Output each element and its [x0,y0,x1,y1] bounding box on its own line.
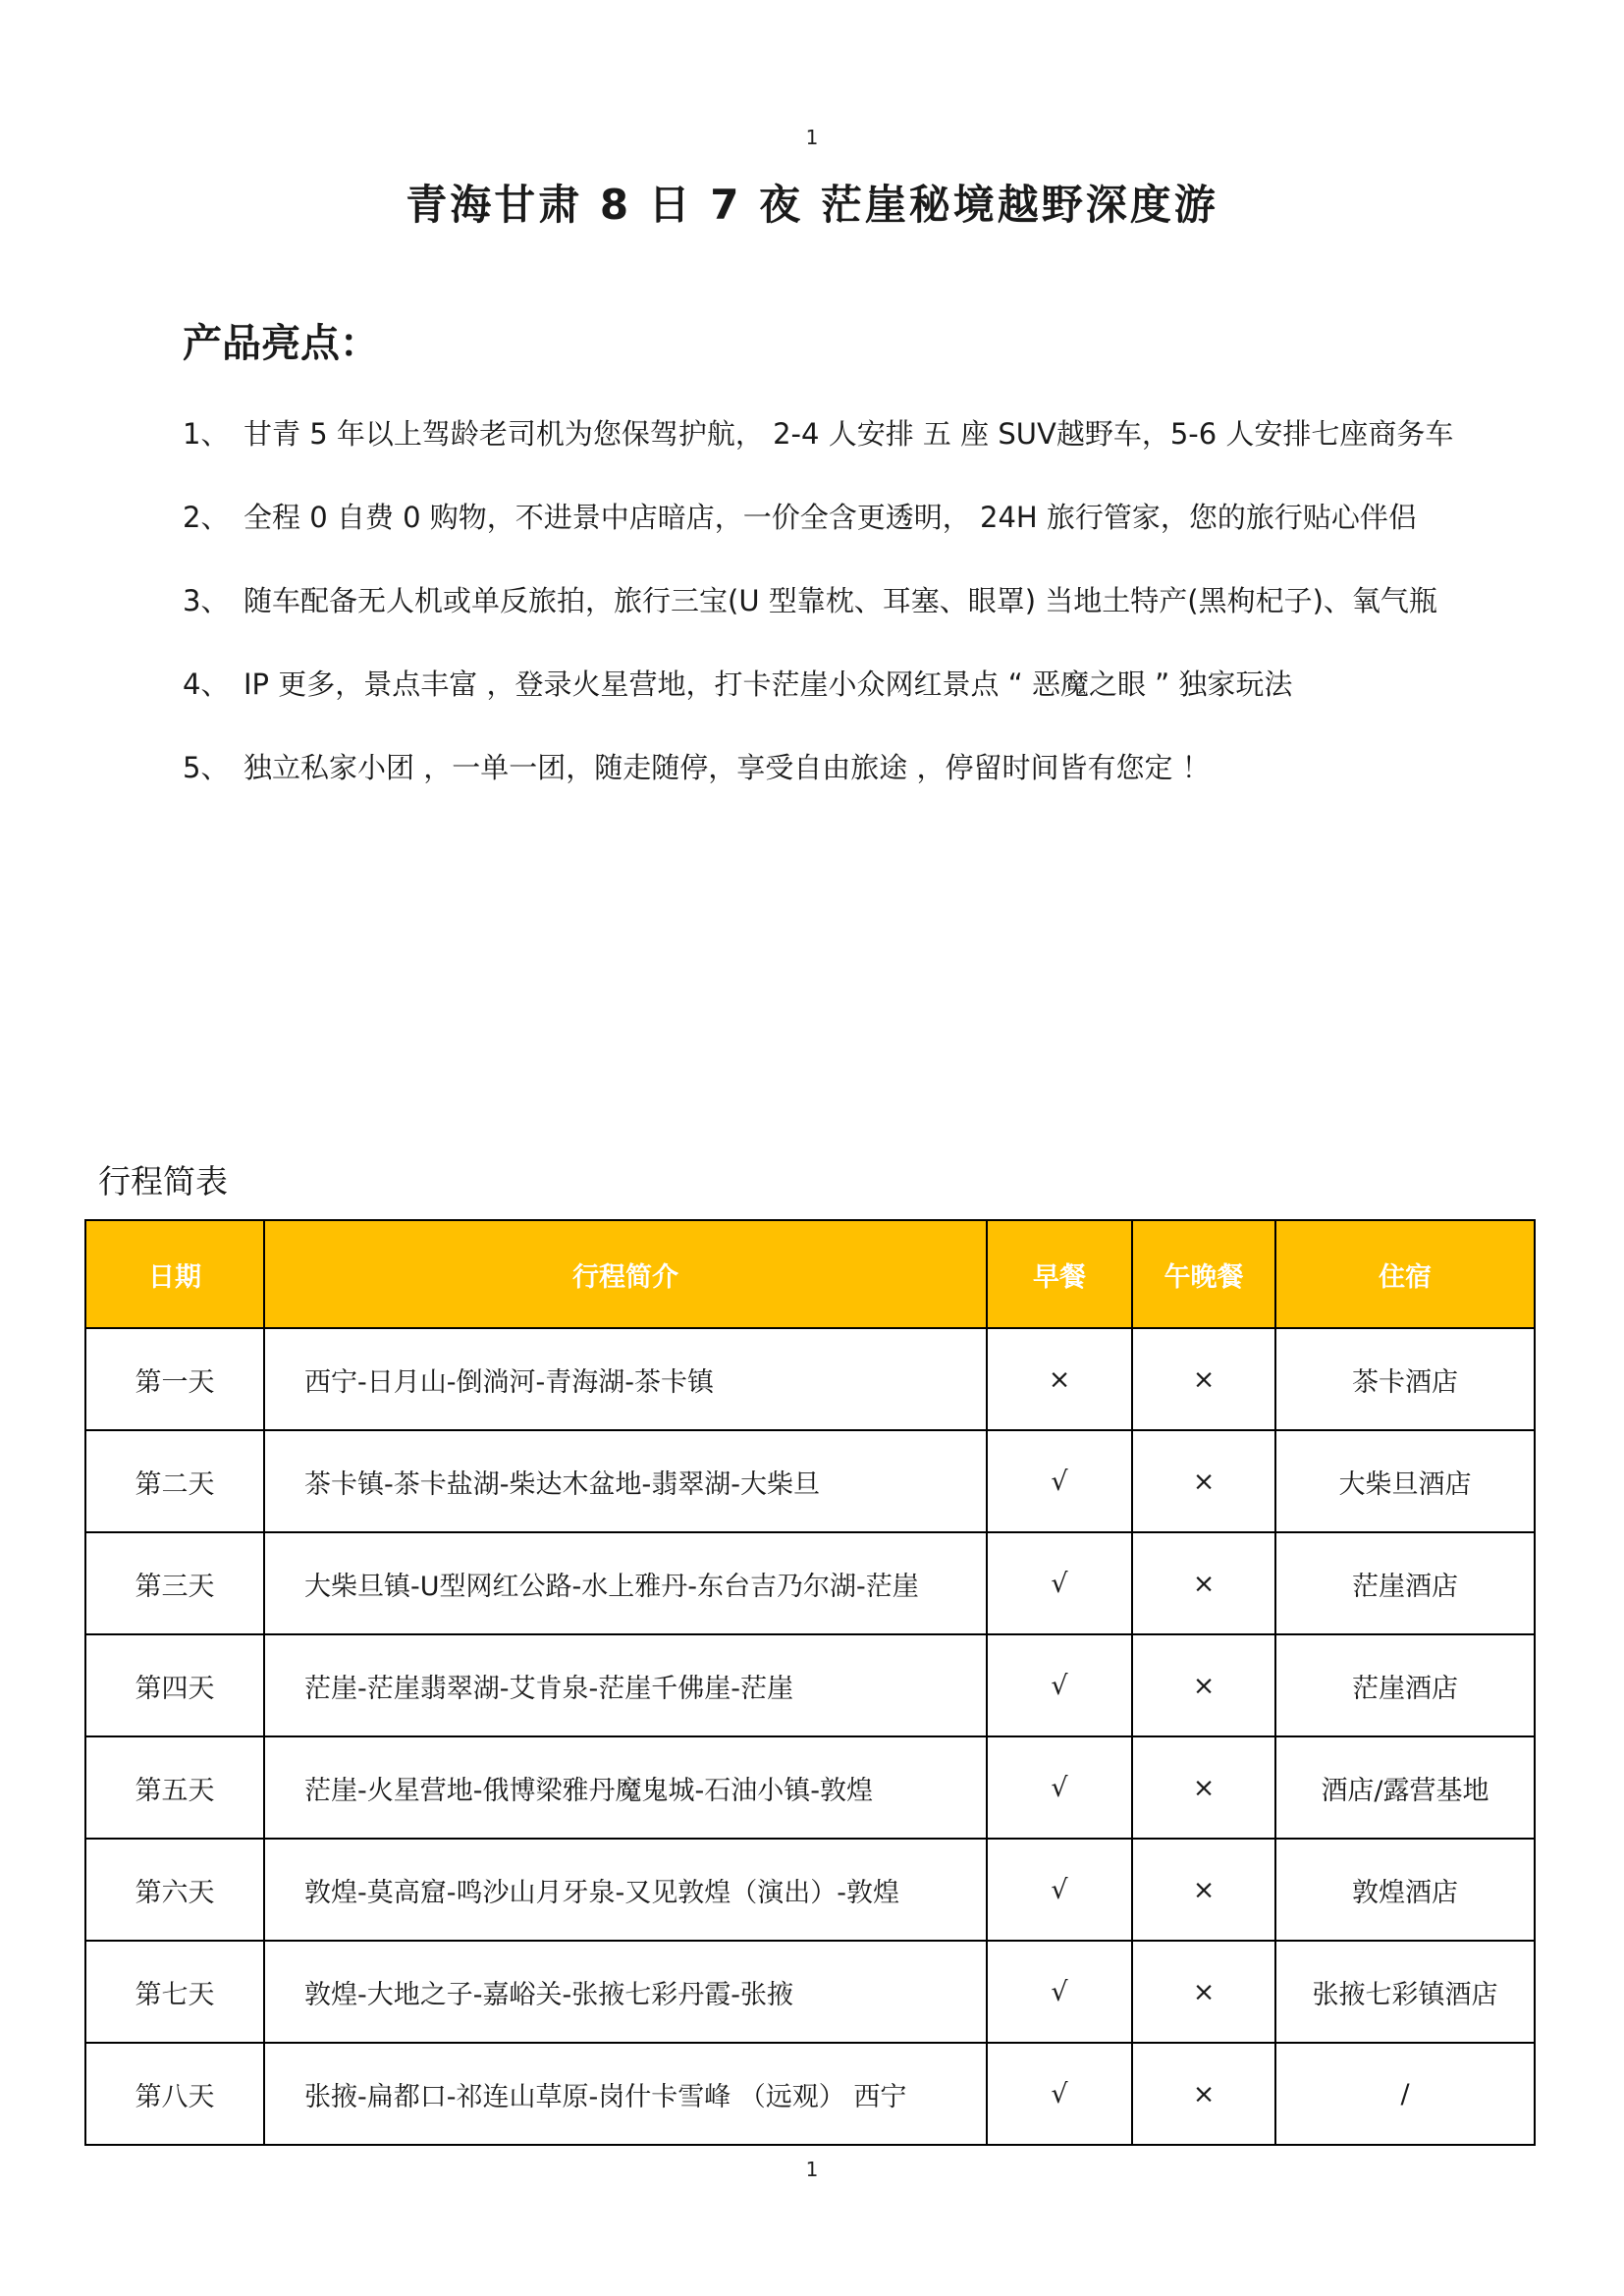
highlight-number: 2、 [183,501,230,534]
highlight-text: IP 更多，景点丰富 ，登录火星营地，打卡茫崖小众网红景点 “ 恶魔之眼 ” 独家玩法 [244,667,1293,701]
cell-hotel: 大柴旦酒店 [1275,1430,1535,1532]
highlight-item [183,579,1557,663]
cell-hotel: / [1275,2043,1535,2145]
cell-breakfast: √ [987,1839,1132,1941]
cell-hotel: 敦煌酒店 [1275,1839,1535,1941]
table-row [85,1941,1535,2043]
highlight-item [183,746,1557,829]
cell-hotel: 茶卡酒店 [1275,1328,1535,1430]
cell-hotel: 酒店/露营基地 [1275,1736,1535,1839]
cell-route: 张掖-扁都口-祁连山草原-岗什卡雪峰 （远观） 西宁 [264,2043,987,2145]
table-row [85,1634,1535,1736]
highlight-item [183,496,1557,579]
table-row [85,1532,1535,1634]
cell-breakfast: × [987,1328,1132,1430]
page-number-bottom: 1 [805,2158,819,2181]
header-lunch-dinner: 午晚餐 [1132,1220,1275,1328]
table-row [85,1839,1535,1941]
highlight-text: 甘青 5 年以上驾龄老司机为您保驾护航， 2-4 人安排 五 座 SUV越野车，5-6 人安排七座商务车 [244,417,1454,451]
page-number-top: 1 [805,126,819,149]
highlight-number: 3、 [183,584,230,617]
cell-hotel: 茫崖酒店 [1275,1532,1535,1634]
table-row [85,1328,1535,1430]
highlight-text: 全程 0 自费 0 购物，不进景中店暗店，一价全含更透明， 24H 旅行管家，您的旅行贴心伴侣 [244,501,1417,534]
header-date: 日期 [85,1220,264,1328]
cell-route: 茫崖-茫崖翡翠湖-艾肯泉-茫崖千佛崖-茫崖 [264,1634,987,1736]
cell-route: 敦煌-莫高窟-鸣沙山月牙泉-又见敦煌（演出）-敦煌 [264,1839,987,1941]
cell-day: 第七天 [85,1941,264,2043]
highlight-item [183,412,1557,496]
highlight-text: 随车配备无人机或单反旅拍，旅行三宝(U 型靠枕、耳塞、眼罩) 当地土特产(黑枸杞子)、氧气瓶 [244,584,1437,617]
cell-breakfast: √ [987,1941,1132,2043]
cell-lunch-dinner: × [1132,1839,1275,1941]
cell-lunch-dinner: × [1132,1736,1275,1839]
header-accommodation: 住宿 [1275,1220,1535,1328]
cell-day: 第五天 [85,1736,264,1839]
cell-day: 第三天 [85,1532,264,1634]
cell-lunch-dinner: × [1132,1941,1275,2043]
cell-breakfast: √ [987,1634,1132,1736]
cell-breakfast: √ [987,2043,1132,2145]
highlights-list [183,412,1557,829]
cell-lunch-dinner: × [1132,1328,1275,1430]
cell-day: 第一天 [85,1328,264,1430]
table-header-row [85,1220,1535,1328]
cell-lunch-dinner: × [1132,1430,1275,1532]
table-row [85,1430,1535,1532]
table-row [85,2043,1535,2145]
cell-route: 敦煌-大地之子-嘉峪关-张掖七彩丹霞-张掖 [264,1941,987,2043]
cell-route: 茫崖-火星营地-俄博梁雅丹魔鬼城-石油小镇-敦煌 [264,1736,987,1839]
itinerary-table [84,1219,1536,2146]
cell-route: 大柴旦镇-U型网红公路-水上雅丹-东台吉乃尔湖-茫崖 [264,1532,987,1634]
cell-lunch-dinner: × [1132,2043,1275,2145]
highlight-number: 1、 [183,417,230,451]
cell-day: 第六天 [85,1839,264,1941]
cell-hotel: 张掖七彩镇酒店 [1275,1941,1535,2043]
header-route: 行程简介 [264,1220,987,1328]
cell-day: 第八天 [85,2043,264,2145]
cell-day: 第四天 [85,1634,264,1736]
highlight-text: 独立私家小团 ，一单一团，随走随停，享受自由旅途 ，停留时间皆有您定 ！ [244,751,1211,784]
cell-route: 西宁-日月山-倒淌河-青海湖-茶卡镇 [264,1328,987,1430]
cell-breakfast: √ [987,1532,1132,1634]
cell-route: 茶卡镇-茶卡盐湖-柴达木盆地-翡翠湖-大柴旦 [264,1430,987,1532]
highlights-heading: 产品亮点： [183,321,379,366]
highlight-item [183,663,1557,746]
cell-breakfast: √ [987,1430,1132,1532]
itinerary-table-caption: 行程简表 [98,1162,228,1201]
cell-breakfast: √ [987,1736,1132,1839]
cell-day: 第二天 [85,1430,264,1532]
cell-lunch-dinner: × [1132,1532,1275,1634]
header-breakfast: 早餐 [987,1220,1132,1328]
cell-hotel: 茫崖酒店 [1275,1634,1535,1736]
document-title: 青海甘肃 8 日 7 夜 茫崖秘境越野深度游 [406,181,1218,229]
table-row [85,1736,1535,1839]
cell-lunch-dinner: × [1132,1634,1275,1736]
highlight-number: 4、 [183,667,230,701]
highlight-number: 5、 [183,751,230,784]
